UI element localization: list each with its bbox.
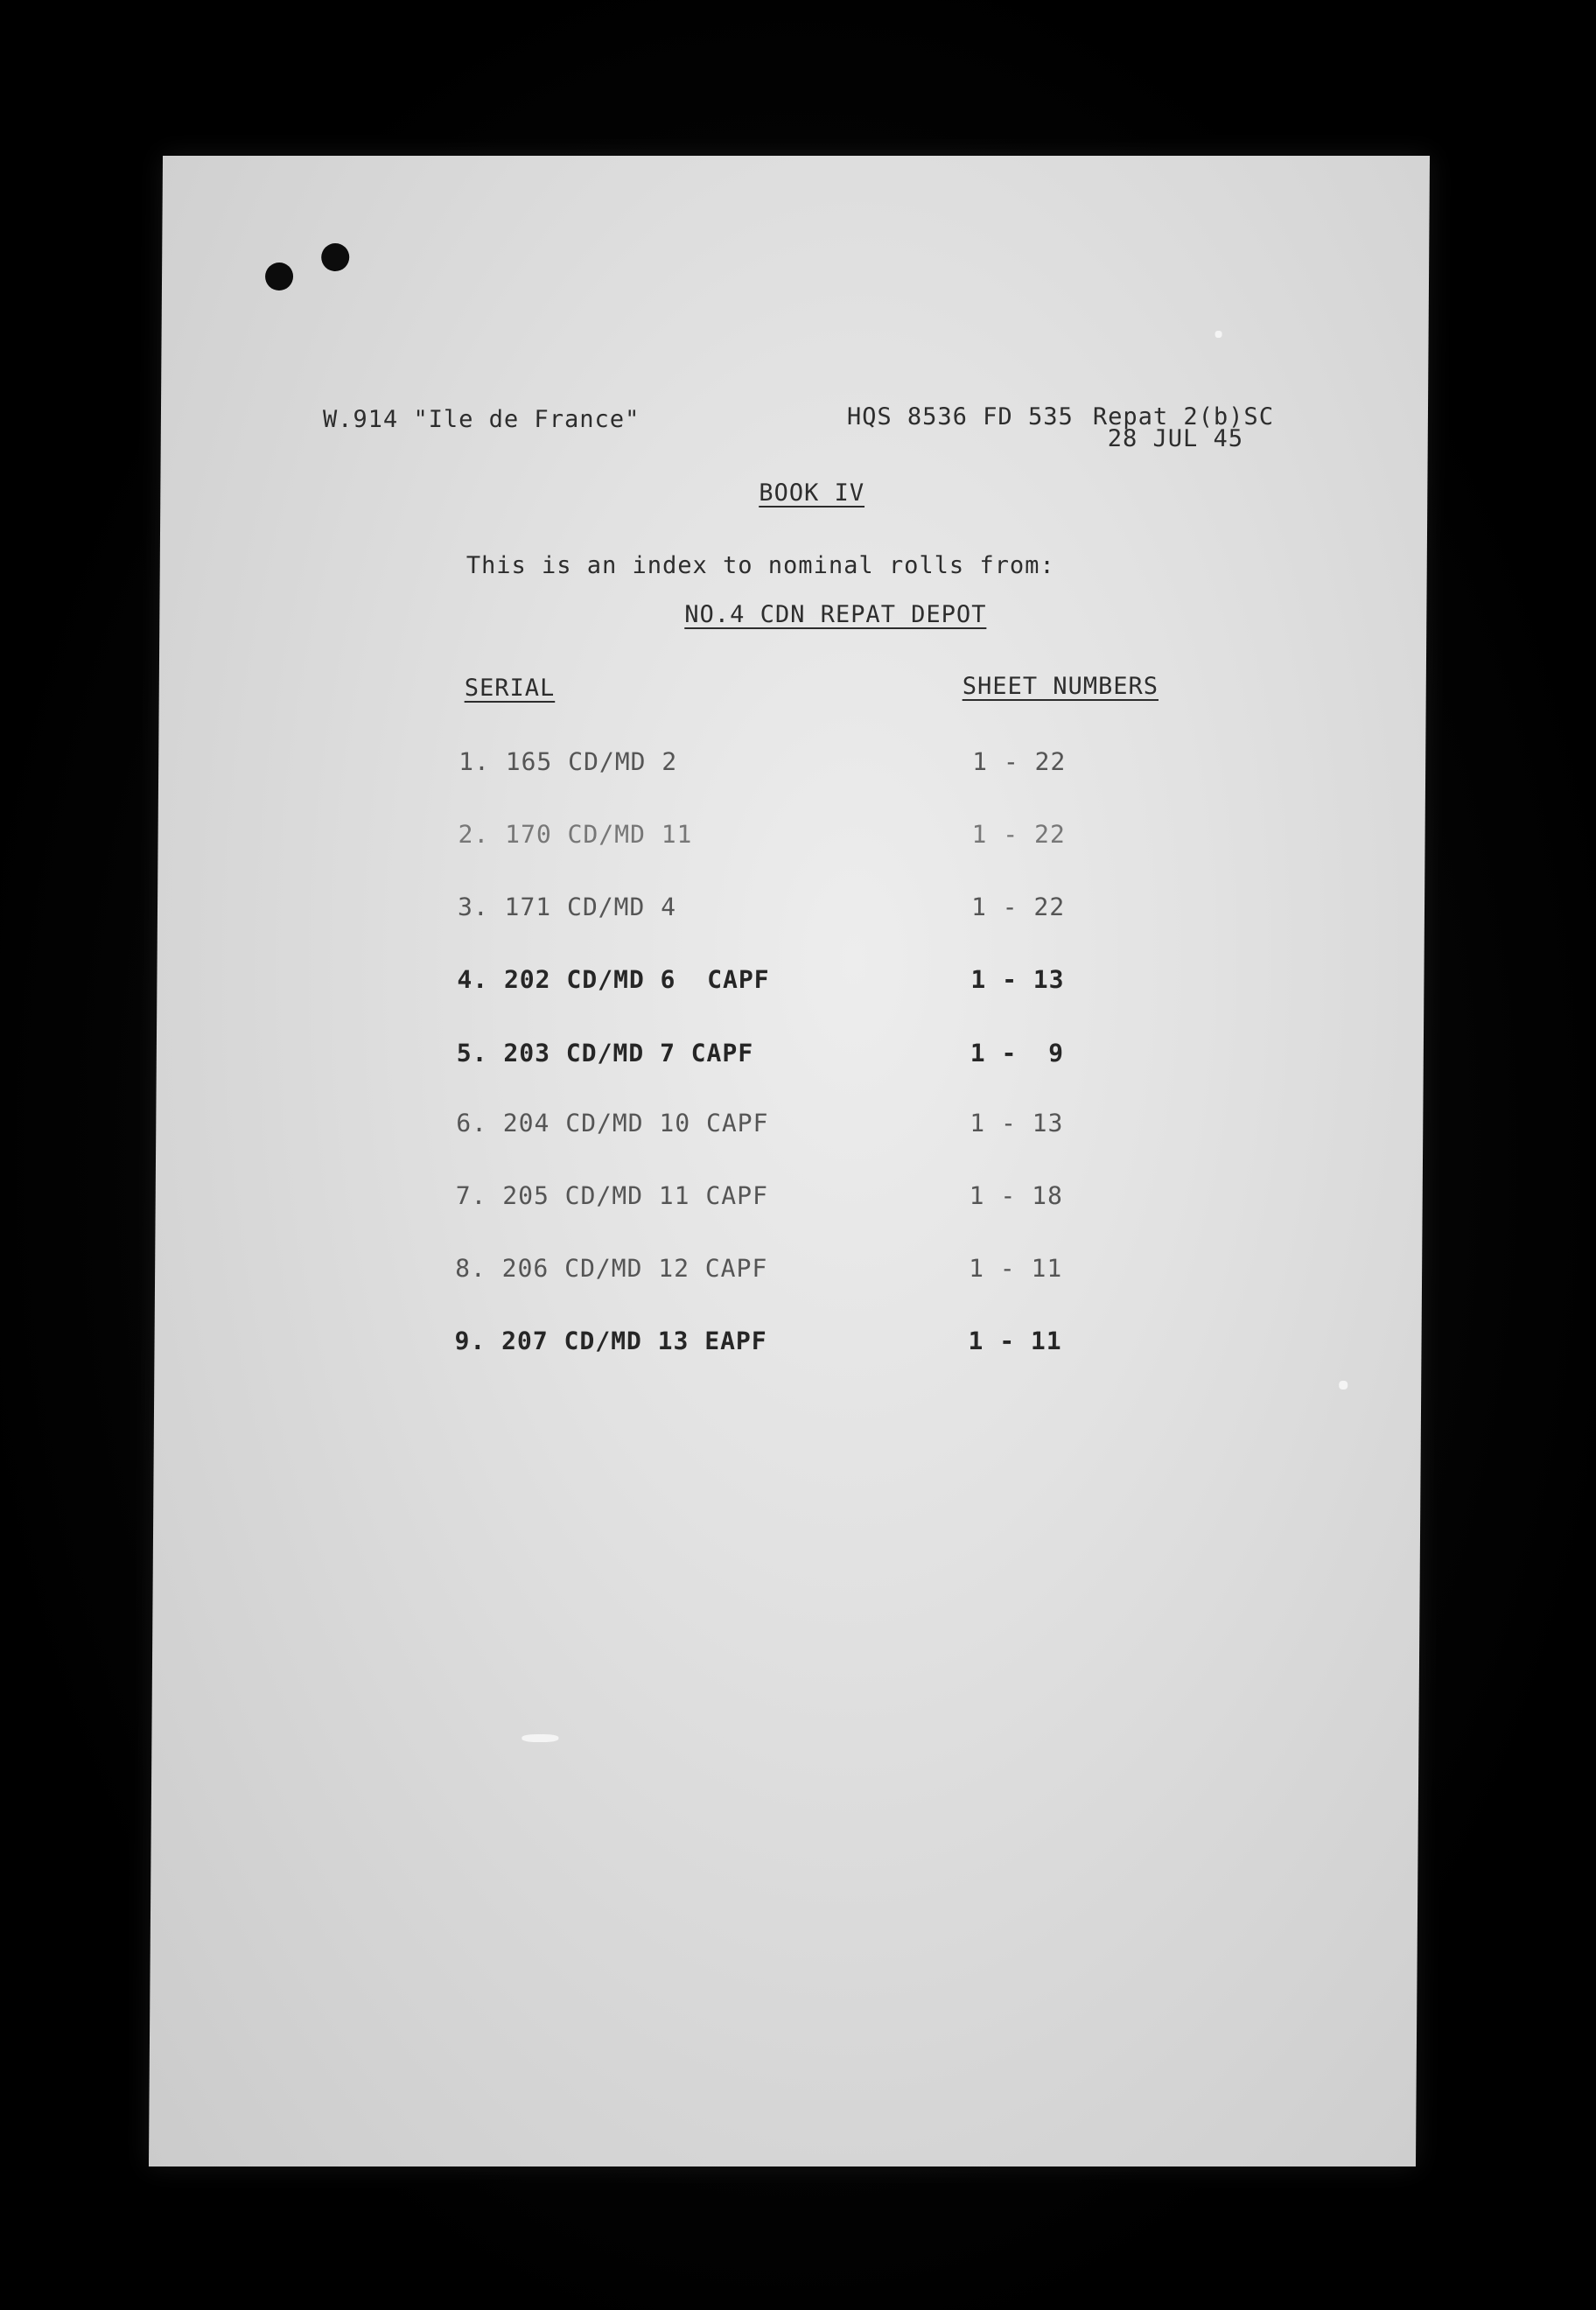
table-row bbox=[156, 1109, 1423, 1144]
serial-cell: 8. 206 CD/MD 12 CAPF bbox=[455, 1254, 768, 1283]
serial-cell: 9. 207 CD/MD 13 EAPF bbox=[454, 1326, 767, 1355]
document-date: 28 JUL 45 bbox=[1107, 425, 1244, 452]
column-header-serial: SERIAL bbox=[464, 675, 556, 702]
table-row bbox=[158, 820, 1424, 855]
scan-speck bbox=[1339, 1381, 1348, 1390]
serial-cell: 1. 165 CD/MD 2 bbox=[458, 747, 678, 776]
sheets-cell: 1 - 11 bbox=[969, 1254, 1063, 1283]
serial-cell: 5. 203 CD/MD 7 CAPF bbox=[456, 1039, 754, 1068]
punch-hole-right bbox=[321, 243, 349, 271]
document-page bbox=[149, 156, 1430, 2166]
repat-reference: Repat 2(b)SC bbox=[1092, 403, 1275, 430]
serial-cell: 2. 170 CD/MD 11 bbox=[458, 820, 693, 849]
table-row bbox=[156, 1181, 1423, 1216]
sheets-cell: 1 - 22 bbox=[971, 820, 1066, 849]
table-row bbox=[158, 892, 1424, 928]
table-row bbox=[157, 1039, 1424, 1074]
sheets-cell: 1 - 9 bbox=[970, 1039, 1065, 1068]
serial-cell: 7. 205 CD/MD 11 CAPF bbox=[455, 1181, 768, 1210]
sheets-cell: 1 - 13 bbox=[970, 965, 1065, 994]
sheets-cell: 1 - 22 bbox=[970, 892, 1066, 921]
serial-cell: 3. 171 CD/MD 4 bbox=[457, 892, 677, 921]
intro-text: This is an index to nominal rolls from: bbox=[466, 552, 1055, 579]
table-row bbox=[158, 747, 1425, 782]
sheets-cell: 1 - 18 bbox=[969, 1181, 1063, 1210]
book-title: BOOK IV bbox=[759, 480, 865, 507]
table-row bbox=[157, 965, 1424, 1000]
scan-speck bbox=[522, 1734, 558, 1742]
sheets-cell: 1 - 11 bbox=[968, 1326, 1062, 1355]
hq-reference: HQS 8536 FD 535 bbox=[846, 403, 1074, 430]
table-row bbox=[154, 1326, 1421, 1362]
unit-name: NO.4 CDN REPAT DEPOT bbox=[684, 601, 987, 628]
table-row bbox=[155, 1254, 1422, 1289]
sheets-cell: 1 - 13 bbox=[970, 1109, 1064, 1138]
serial-cell: 6. 204 CD/MD 10 CAPF bbox=[456, 1109, 769, 1138]
file-reference: W.914 "Ile de France" bbox=[322, 406, 640, 433]
punch-hole-left bbox=[265, 262, 293, 290]
scan-speck bbox=[1215, 331, 1222, 338]
serial-cell: 4. 202 CD/MD 6 CAPF bbox=[457, 965, 770, 994]
column-header-sheets: SHEET NUMBERS bbox=[962, 673, 1159, 700]
sheets-cell: 1 - 22 bbox=[972, 747, 1067, 776]
